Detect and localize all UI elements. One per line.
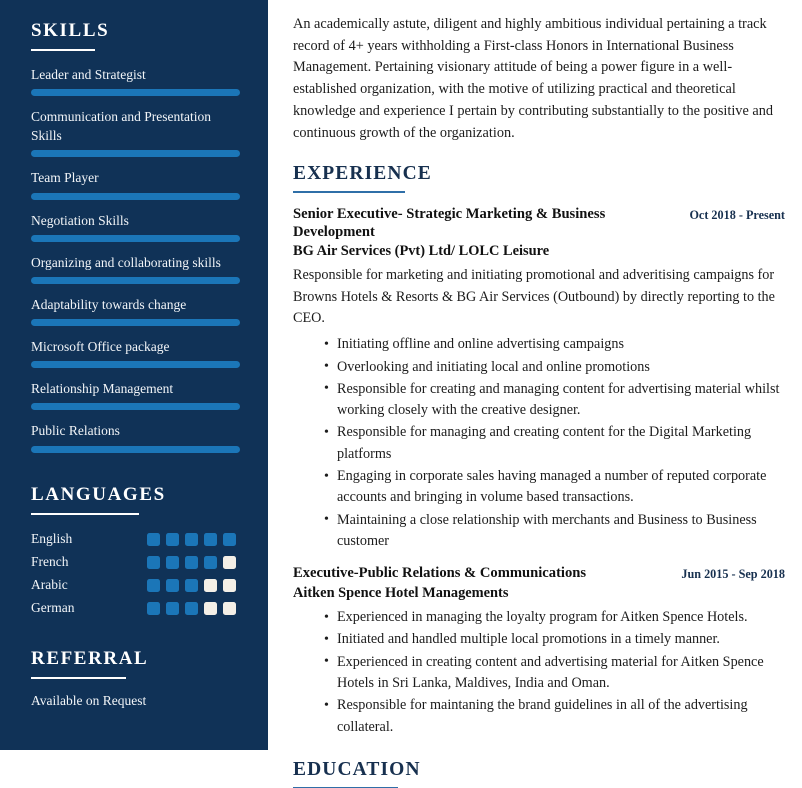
language-level-dots xyxy=(147,556,236,569)
job-company: Aitken Spence Hotel Managements xyxy=(293,585,509,602)
experience-section xyxy=(293,163,793,738)
language-level-dots xyxy=(147,533,236,546)
experience-job xyxy=(293,206,793,552)
languages-section xyxy=(31,484,240,619)
language-row xyxy=(31,529,240,550)
job-bullet: • Engaging in corporate sales having managed a number of reputed corporate accounts and bringing in volume based transactions. xyxy=(324,466,793,509)
job-bullet: • Responsible for creating and managing content for advertising material whilst working closely with the creative designer. xyxy=(324,379,793,422)
language-dot-filled xyxy=(185,602,198,615)
skill-label: Communication and Presentation Skills xyxy=(31,109,211,144)
experience-heading-rule xyxy=(293,191,405,193)
languages-heading: LANGUAGES xyxy=(31,483,166,505)
language-label: French xyxy=(31,554,69,570)
skill-level-bar xyxy=(31,150,240,157)
skill-item xyxy=(31,211,240,242)
language-dot-empty xyxy=(223,602,236,615)
referral-heading-rule xyxy=(31,677,126,679)
skill-label: Negotiation Skills xyxy=(31,212,129,228)
language-label: Arabic xyxy=(31,577,68,593)
language-dot-filled xyxy=(204,556,217,569)
referral-text: Available on Request xyxy=(31,692,147,708)
language-dot-filled xyxy=(147,556,160,569)
skill-item xyxy=(31,253,240,284)
education-section xyxy=(293,759,793,788)
language-label: English xyxy=(31,531,73,547)
skill-item xyxy=(31,168,240,199)
experience-job xyxy=(293,565,793,738)
skill-item xyxy=(31,65,240,96)
language-dot-filled xyxy=(204,533,217,546)
language-dot-empty xyxy=(204,602,217,615)
referral-heading: REFERRAL xyxy=(31,647,149,669)
spacer-languages xyxy=(31,464,240,484)
language-dot-filled xyxy=(166,533,179,546)
skill-level-bar xyxy=(31,319,240,326)
spacer-referral xyxy=(31,621,240,648)
language-level-dots xyxy=(147,602,236,615)
job-title: Senior Executive- Strategic Marketing & Business Development xyxy=(293,205,606,240)
job-bullet: • Overlooking and initiating local and online promotions xyxy=(324,357,793,378)
job-date: Jun 2015 - Sep 2018 xyxy=(681,567,785,582)
skill-label: Adaptability towards change xyxy=(31,296,187,312)
languages-heading-rule xyxy=(31,513,139,515)
language-dot-filled xyxy=(147,533,160,546)
job-header xyxy=(293,565,793,583)
sidebar xyxy=(0,0,268,750)
language-dot-filled xyxy=(223,533,236,546)
skills-section xyxy=(31,20,240,453)
skill-label: Public Relations xyxy=(31,423,120,439)
language-dot-empty xyxy=(223,579,236,592)
language-dot-filled xyxy=(166,579,179,592)
skill-level-bar xyxy=(31,361,240,368)
skill-level-bar xyxy=(31,277,240,284)
skill-label: Microsoft Office package xyxy=(31,339,170,355)
skill-label: Team Player xyxy=(31,170,99,186)
language-level-dots xyxy=(147,579,236,592)
job-title: Executive-Public Relations & Communications xyxy=(293,565,587,582)
skill-level-bar xyxy=(31,89,240,96)
skill-item xyxy=(31,295,240,326)
skill-label: Relationship Management xyxy=(31,381,174,397)
language-row xyxy=(31,575,240,596)
language-dot-filled xyxy=(185,556,198,569)
job-date: Oct 2018 - Present xyxy=(689,207,785,222)
job-bullet-list xyxy=(293,334,793,552)
language-dot-empty xyxy=(223,556,236,569)
language-dot-filled xyxy=(185,579,198,592)
referral-section xyxy=(31,648,240,709)
language-dot-empty xyxy=(204,579,217,592)
job-bullet: • Responsible for managing and creating content for the Digital Marketing platforms xyxy=(324,422,793,465)
job-header xyxy=(293,206,793,242)
skill-item xyxy=(31,379,240,410)
skill-level-bar xyxy=(31,403,240,410)
language-row xyxy=(31,552,240,573)
experience-heading: EXPERIENCE xyxy=(293,163,432,185)
language-row xyxy=(31,598,240,619)
education-heading: EDUCATION xyxy=(293,758,421,780)
job-bullet: • Initiating offline and online advertising campaigns xyxy=(324,334,793,355)
languages-list xyxy=(31,529,240,619)
language-dot-filled xyxy=(147,579,160,592)
profile-summary: An academically astute, diligent and highly ambitious individual pertaining a track record of 4+ years withholding a First-class Honors in International Business Management. Pertaining visionary attitude of being a power figure in a well-established organization, with the motive of utilizing practical and theoretical knowledge and experience I pertain by contributing substantially to the positive and continuous growth of the organization. xyxy=(293,16,774,141)
skill-item xyxy=(31,107,240,157)
skills-heading: SKILLS xyxy=(31,20,110,41)
skill-level-bar xyxy=(31,235,240,242)
skills-heading-rule xyxy=(31,49,95,51)
job-bullet-list xyxy=(293,607,793,738)
skill-item xyxy=(31,421,240,452)
main-content xyxy=(268,0,802,780)
skill-label: Organizing and collaborating skills xyxy=(31,254,221,270)
experience-jobs-list xyxy=(293,206,793,738)
skill-level-bar xyxy=(31,446,240,453)
language-dot-filled xyxy=(147,602,160,615)
language-dot-filled xyxy=(185,533,198,546)
language-dot-filled xyxy=(166,556,179,569)
job-bullet: • Experienced in managing the loyalty program for Aitken Spence Hotels. xyxy=(324,607,793,628)
language-dot-filled xyxy=(166,602,179,615)
job-bullet: • Initiated and handled multiple local promotions in a timely manner. xyxy=(324,629,793,650)
job-company: BG Air Services (Pvt) Ltd/ LOLC Leisure xyxy=(293,243,550,260)
job-bullet: • Maintaining a close relationship with merchants and Business to Business customer xyxy=(324,510,793,553)
language-label: German xyxy=(31,600,75,616)
job-bullet: • Responsible for maintaning the brand guidelines in all of the advertising collateral. xyxy=(324,695,793,738)
skills-list xyxy=(31,65,240,453)
job-bullet: • Experienced in creating content and advertising material for Aitken Spence Hotels in Sri Lanka, Maldives, India and Oman. xyxy=(324,652,793,695)
skill-level-bar xyxy=(31,193,240,200)
skill-item xyxy=(31,337,240,368)
job-description: Responsible for marketing and initiating promotional and adveritising campaigns for Browns Hotels & Resorts & BG Air Services (Outbound) by directly reporting to the CEO. xyxy=(293,267,775,326)
skill-label: Leader and Strategist xyxy=(31,67,146,82)
